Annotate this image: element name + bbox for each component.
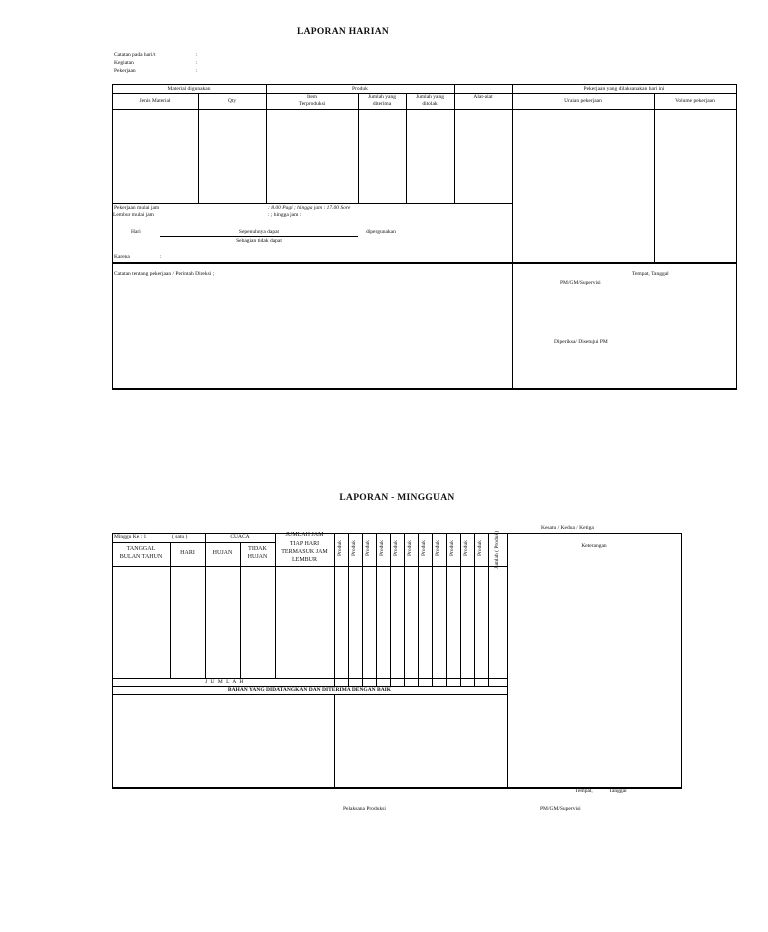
tempat-tanggal: Tempat, Tanggal [632, 271, 669, 277]
weekly-title: LAPORAN - MINGGUAN [339, 493, 455, 503]
hari-label: Hari [131, 229, 141, 235]
satu-label: ( satu ) [172, 534, 188, 540]
header-ditolak-1: Jumlah yang [416, 94, 444, 100]
info-colon: : [196, 52, 198, 58]
produk-column-header: Produk [365, 540, 371, 556]
karena-colon: : [160, 254, 162, 260]
header-produk: Produk [352, 86, 368, 92]
jumlah-jam-3: TERMASUK JAM [281, 549, 328, 555]
work-time: : 8.00 Pagi ; hingga jam : 17.00 Sore [268, 205, 351, 211]
overtime-time: : ; hingga jam : [268, 212, 302, 218]
info-colon: : [196, 68, 198, 74]
sepenuhnya-label: Sepenuhnya dapat [238, 229, 280, 235]
tempat-label: Tempat, [575, 788, 593, 794]
tanggal-label: Tanggal [609, 788, 627, 794]
jumlah-row-label: J U M L A H [205, 679, 245, 685]
header-ditolak-2: ditolak [422, 101, 438, 107]
jumlah-jam-4: LEMBUR [291, 557, 317, 563]
tidak-hujan-header-2: HUJAN [247, 554, 268, 560]
produk-column-header: Produk [337, 540, 343, 556]
pm-label: PM/GM/Supervisi [560, 280, 601, 286]
jumlah-jam-2: TIAP HARI [289, 541, 320, 547]
daily-title: LAPORAN HARIAN [296, 27, 390, 37]
header-volume: Volume pekerjaan [675, 98, 715, 104]
header-uraian: Uraian pekerjaan [564, 98, 602, 104]
tanggal-header-2: BULAN TAHUN [119, 554, 163, 560]
produk-column-header: Produk [477, 540, 483, 556]
header-pekerjaan: Pekerjaan yang dilaksanakan hari ini [583, 86, 665, 92]
produk-column-header: Produk [421, 540, 427, 556]
produk-column-header: Produk [449, 540, 455, 556]
header-jenis-material: Jenis Material [139, 98, 171, 104]
header-item-1: Item [306, 94, 318, 100]
produk-column-header: Produk [393, 540, 399, 556]
hari-header: HARI [180, 550, 195, 556]
info-label-kegiatan: Kegiatan [114, 60, 134, 66]
produk-column-header: Produk [435, 540, 441, 556]
work-start-label: Pekerjaan mulai jam [114, 205, 160, 211]
jumlah-jam-1: JUMLAH JAM [285, 532, 324, 538]
pelaksana-label: Pelaksana Produksi [343, 806, 386, 812]
bahan-label: BAHAN YANG DIDATANGKAN DAN DITERIMA DENGAN BAIK [227, 687, 392, 693]
notes-label: Catatan tentang pekerjaan / Perintah Direksi ; [114, 271, 215, 277]
diperiksa-label: Diperiksa/ Disetujui PM [554, 339, 608, 345]
cuaca-label: CUACA [230, 534, 250, 540]
karena-label: Karena [114, 254, 130, 260]
produk-column-header: Produk [463, 540, 469, 556]
info-label-catatan: Catatan pada hari/t [114, 52, 156, 58]
tanggal-header-1: TANGGAL [126, 546, 156, 552]
sebagian-label: Sebagian tidak dapat [236, 238, 282, 244]
hujan-header: HUJAN [212, 550, 233, 556]
header-material: Material digunakan [167, 86, 211, 92]
info-colon: : [196, 60, 198, 66]
info-label-pekerjaan: Pekerjaan [114, 68, 136, 74]
kesatu-label: Kesatu / Kedua / Ketiga [541, 525, 594, 531]
header-item-2: Terproduksi [298, 101, 326, 107]
header-alat: Alat-alat [473, 94, 493, 100]
produk-column-header: Produk [407, 540, 413, 556]
produk-column-header: Produk [351, 540, 357, 556]
tidak-hujan-header-1: TIDAK [248, 546, 267, 552]
divider [160, 236, 358, 237]
weekly-pm-label: PM/GM/Supervisi [540, 806, 581, 812]
overtime-label: Lembur mulai jam [113, 212, 154, 218]
minggu-ke: Minggu Ke : 1 [114, 534, 147, 540]
header-diterima-2: diterima [372, 101, 392, 107]
header-diterima-1: Jumlah yang [368, 94, 396, 100]
produk-column-header: Produk [379, 540, 385, 556]
header-qty: Qty [227, 98, 237, 104]
dipergunakan-label: dipergunakan [366, 229, 396, 235]
jumlah-produk-header: Jumlah ( Produk) [494, 530, 500, 570]
keterangan-header: Keterangan [581, 543, 607, 549]
